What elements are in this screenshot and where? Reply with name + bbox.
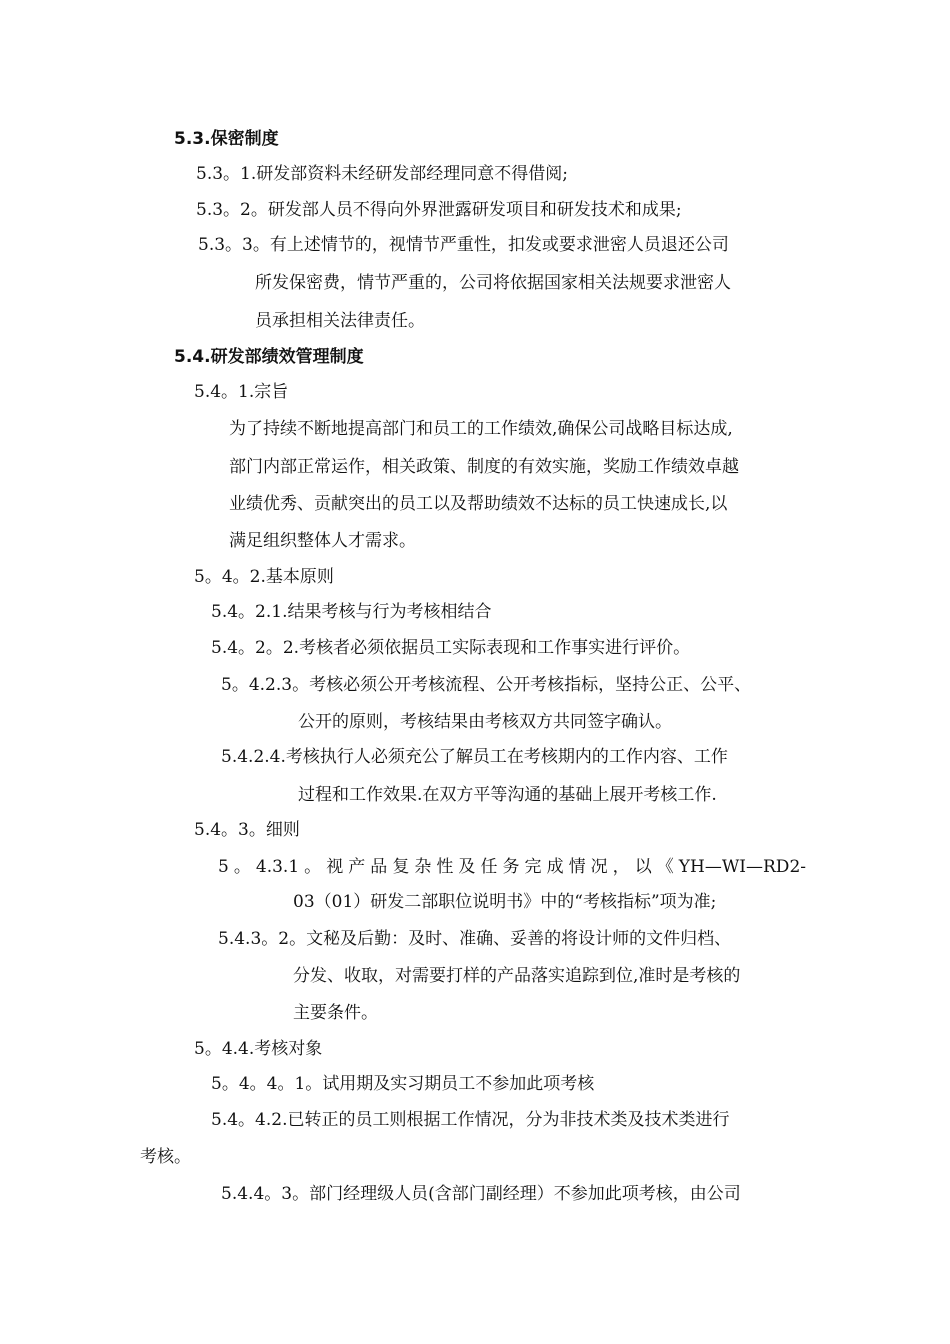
clause-5-4-3-2-line-1: 5.4.3。2。文秘及后勤：及时、准确、妥善的将设计师的文件归档、 (218, 929, 732, 949)
clause-5-3-1: 5.3。1.研发部资料未经研发部经理同意不得借阅; (196, 164, 568, 184)
clause-5-4-1: 5.4。1.宗旨 (194, 382, 289, 402)
section-heading-5-3: 5.3.保密制度 (174, 129, 279, 149)
clause-5-4-3: 5.4。3。细则 (194, 820, 300, 840)
clause-5-4-3-2-line-3: 主要条件。 (293, 1003, 378, 1023)
clause-5-4-2-3-line-1: 5。4.2.3。考核必须公开考核流程、公开考核指标，坚持公正、公平、 (221, 675, 752, 695)
purpose-paragraph-line-1: 为了持续不断地提高部门和员工的工作绩效,确保公司战略目标达成, (229, 419, 733, 439)
clause-5-4-4-2-line-1: 5.4。4.2.已转正的员工则根据工作情况，分为非技术类及技术类进行 (211, 1110, 730, 1130)
clause-5-4-3-1-line-2: 03（01）研发二部职位说明书》中的“考核指标”项为准; (293, 892, 717, 912)
clause-5-4-2-3-line-2: 公开的原则，考核结果由考核双方共同签字确认。 (298, 712, 672, 732)
clause-5-4-2-1: 5.4。2.1.结果考核与行为考核相结合 (211, 602, 492, 622)
clause-5-3-3-line-1: 5.3。3。有上述情节的，视情节严重性，扣发或要求泄密人员退还公司 (198, 235, 729, 255)
clause-5-4-4: 5。4.4.考核对象 (194, 1039, 323, 1059)
clause-5-4-3-1-line-1: 5。4.3.1。视产品复杂性及任务完成情况，以《YH—WI—RD2- (218, 857, 806, 877)
purpose-paragraph-line-2: 部门内部正常运作，相关政策、制度的有效实施，奖励工作绩效卓越 (229, 457, 739, 477)
clause-5-4-2-4-line-1: 5.4.2.4.考核执行人必须充公了解员工在考核期内的工作内容、工作 (221, 747, 728, 767)
clause-5-4-4-2-line-2: 考核。 (140, 1147, 191, 1167)
clause-5-4-2-2: 5.4。2。2.考核者必须依据员工实际表现和工作事实进行评价。 (211, 638, 691, 658)
clause-5-4-4-3: 5.4.4。3。部门经理级人员(含部门副经理）不参加此项考核，由公司 (221, 1184, 741, 1204)
clause-5-4-2: 5。4。2.基本原则 (194, 567, 334, 587)
clause-5-4-3-2-line-2: 分发、收取，对需要打样的产品落实追踪到位,准时是考核的 (293, 966, 741, 986)
clause-5-4-4-1: 5。4。4。1。试用期及实习期员工不参加此项考核 (211, 1074, 595, 1094)
clause-5-3-3-line-3: 员承担相关法律责任。 (255, 311, 425, 331)
section-heading-5-4: 5.4.研发部绩效管理制度 (174, 347, 364, 367)
purpose-paragraph-line-4: 满足组织整体人才需求。 (229, 531, 416, 551)
clause-5-3-3-line-2: 所发保密费，情节严重的，公司将依据国家相关法规要求泄密人 (255, 273, 731, 293)
clause-5-3-2: 5.3。2。研发部人员不得向外界泄露研发项目和研发技术和成果; (196, 200, 682, 220)
clause-5-4-2-4-line-2: 过程和工作效果.在双方平等沟通的基础上展开考核工作. (298, 785, 717, 805)
purpose-paragraph-line-3: 业绩优秀、贡献突出的员工以及帮助绩效不达标的员工快速成长,以 (229, 494, 728, 514)
